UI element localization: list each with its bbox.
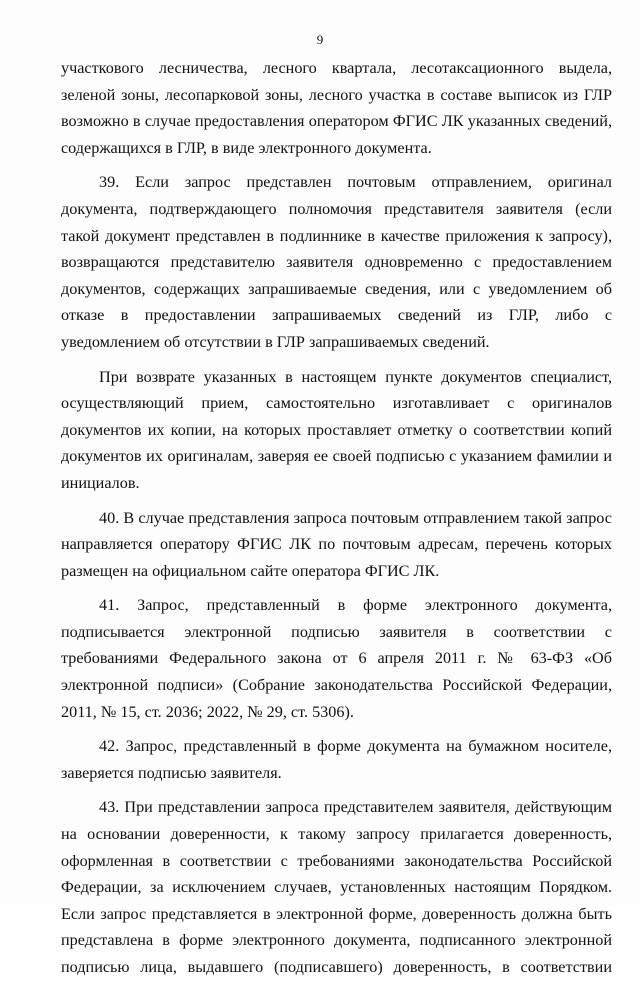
paragraph-item-39: 39. Если запрос представлен почтовым отправлением, оригинал документа, подтверждающего полномочия представителя заявителя (если такой документ представлен в подлиннике в качестве приложения к запросу), возвращаются представителю заявителя одновременно с предоставлением документов, содержащих запрашиваемые сведения, или с уведомлением об отказе в предоставлении запрашиваемых сведений из ГЛР, либо с уведомлением об отсутствии в ГЛР запрашиваемых сведений.	[61, 173, 612, 351]
paragraph-continuation: участкового лесничества, лесного квартала, лесотаксационного выдела, зеленой зоны, лесопарковой зоны, лесного участка в составе выписок из ГЛР возможно в случае предоставления оператором ФГИС ЛК указанных сведений, содержащихся в ГЛР, в виде электронного документа.	[61, 59, 612, 157]
paragraph-item-41: 41. Запрос, представленный в форме электронного документа, подписывается электронной подписью заявителя в соответствии с требованиями Федерального закона от 6 апреля 2011 г. № 63-ФЗ «Об электронной подписи» (Собрание законодательства Российской Федерации, 2011, № 15, ст. 2036; 2022, № 29, ст. 5306).	[61, 596, 612, 721]
paragraph-item-42: 42. Запрос, представленный в форме документа на бумажном носителе, заверяется подписью заявителя.	[61, 737, 612, 782]
paragraph-item-40: 40. В случае представления запроса почтовым отправлением такой запрос направляется оператору ФГИС ЛК по почтовым адресам, перечень которых размещен на официальном сайте оператора ФГИС ЛК.	[61, 508, 612, 580]
paragraph-item-43: 43. При представлении запроса представителем заявителя, действующим на основании доверенности, к такому запросу прилагается доверенность, оформленная в соответствии с требованиями законодательства Российской Федерации, за исключением случаев, установленных настоящим Порядком. Если запрос представляется в электронной форме, доверенность должна быть представлена в форме электронного документа, подписанного электронной подписью лица, выдавшего (подписавшего) доверенность, в соответствии	[61, 798, 612, 976]
page-number: 9	[316, 32, 324, 47]
paragraph-item-39-return: При возврате указанных в настоящем пункте документов специалист, осуществляющий прием, самостоятельно изготавливает с оригиналов документов их копии, на которых проставляет отметку о соответствии копий документов их оригиналам, заверяя ее своей подписью с указанием фамилии и инициалов.	[61, 367, 612, 492]
document-body	[61, 55, 612, 981]
